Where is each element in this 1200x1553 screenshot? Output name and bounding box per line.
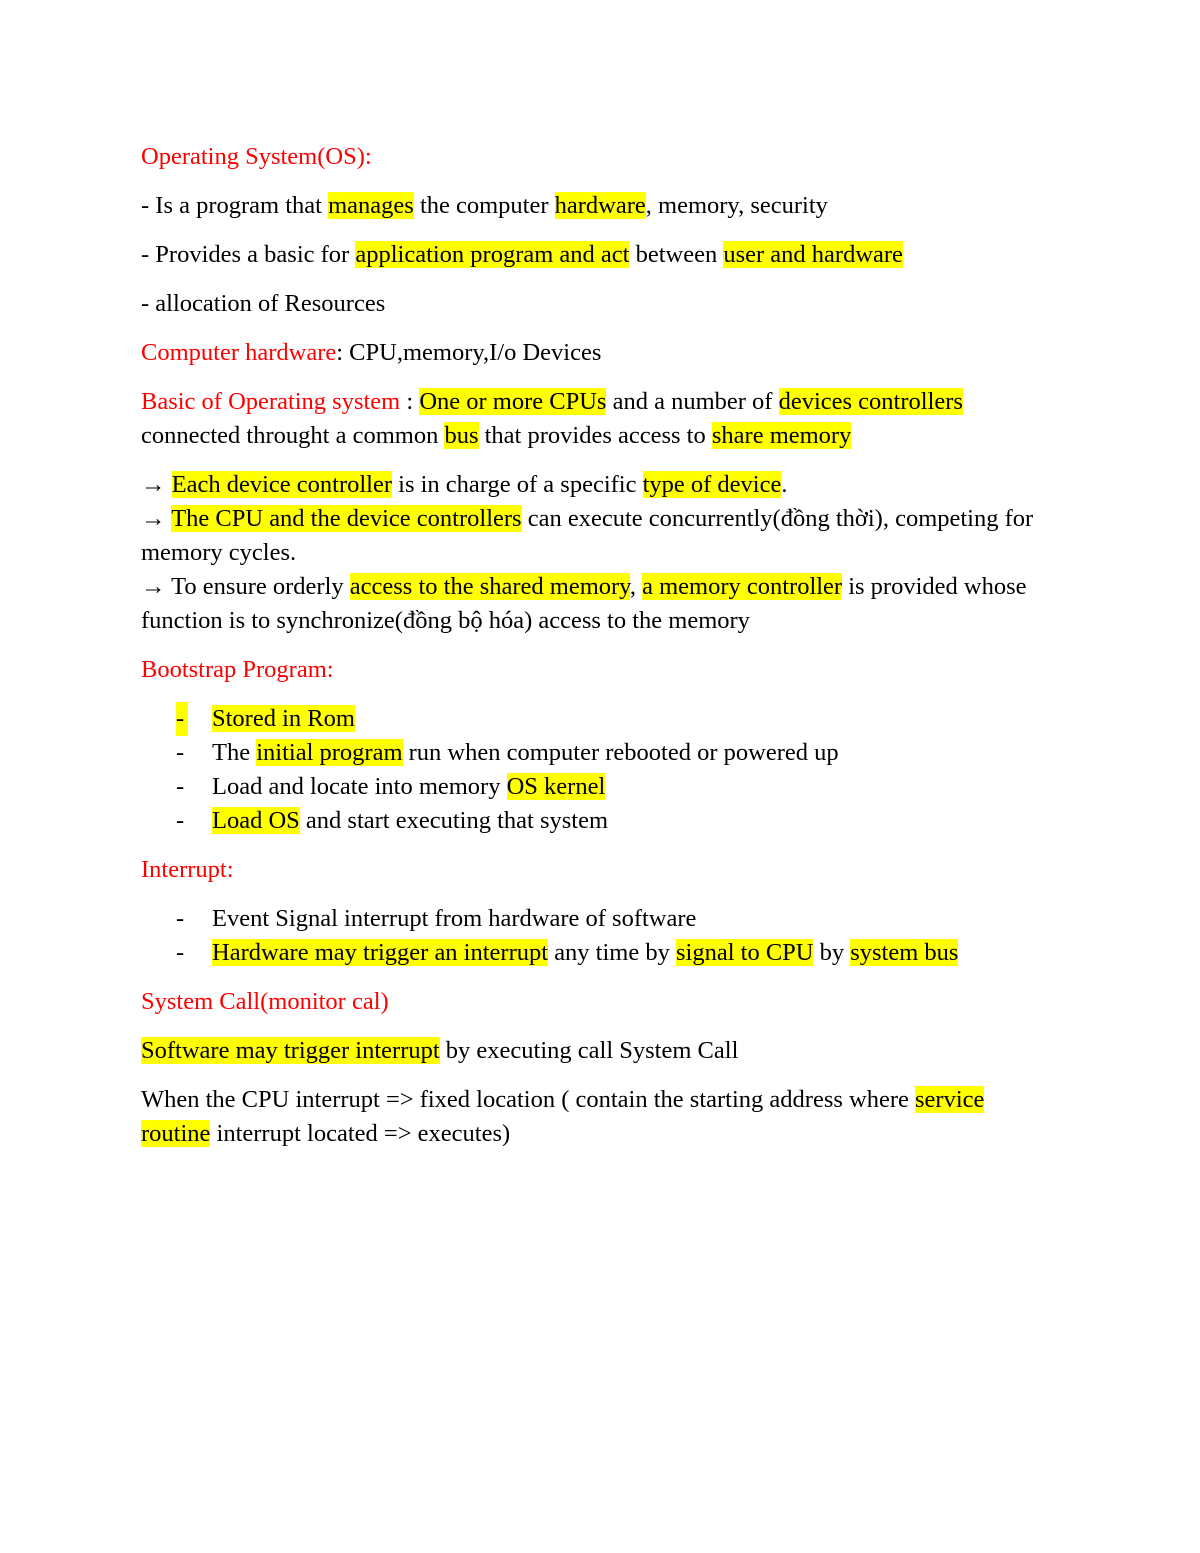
highlight-service-routine: service routine: [141, 1086, 985, 1147]
os-heading: Operating System(OS):: [141, 143, 372, 170]
list-item: [141, 936, 1050, 970]
text-run: Load and locate into memory: [212, 773, 507, 800]
text-run: → To ensure orderly: [141, 573, 350, 600]
highlight-memory-controller: a memory controller: [642, 573, 843, 600]
text-run: - Provides a basic for: [141, 241, 356, 268]
highlight-share-memory: share memory: [711, 422, 852, 449]
hardware-line: [141, 336, 1050, 370]
text-run: : CPU,memory,I/o Devices: [336, 339, 602, 366]
bootstrap-heading: Bootstrap Program:: [141, 656, 334, 683]
highlight-hardware-trigger: Hardware may trigger an interrupt: [212, 939, 549, 966]
highlight-bus: bus: [444, 422, 479, 449]
text-run: can execute concurrently(đồng thời), competing for memory cycles.: [141, 505, 1034, 566]
text-run: and a number of: [606, 388, 779, 415]
list-item: [141, 804, 1050, 838]
cpu-interrupt-paragraph: [141, 1083, 1050, 1151]
bullet-dash: -: [176, 773, 185, 800]
text-run: ,: [629, 573, 643, 600]
text-run: connected throught a common: [141, 422, 445, 449]
text-run: by executing call System Call: [439, 1037, 739, 1064]
highlight-cpus: One or more CPUs: [419, 388, 607, 415]
text-run: - Is a program that: [141, 192, 329, 219]
list-item: [141, 702, 1050, 736]
highlight-cpu-device-controllers: The CPU and the device controllers: [171, 505, 522, 532]
text-run: .: [781, 471, 788, 498]
arrow-line-concurrent: [141, 502, 1050, 570]
text-run: any time by: [548, 939, 676, 966]
highlight-signal-to-cpu: signal to CPU: [675, 939, 814, 966]
text-run: :: [400, 388, 420, 415]
hardware-heading: Computer hardware: [141, 339, 337, 366]
interrupt-heading: Interrupt:: [141, 856, 234, 883]
arrow-icon: →: [141, 471, 172, 498]
text-run: Event Signal interrupt from hardware of software: [212, 905, 697, 932]
bullet-dash: -: [176, 905, 185, 932]
highlight-system-bus: system bus: [850, 939, 959, 966]
text-run: interrupt located => executes): [210, 1120, 511, 1147]
bullet-dash: -: [176, 739, 185, 766]
syscall-heading: System Call(monitor cal): [141, 988, 389, 1015]
list-item: [141, 736, 1050, 770]
text-run: run when computer rebooted or powered up: [402, 739, 839, 766]
arrow-block: [141, 468, 1050, 638]
highlight-os-kernel: OS kernel: [506, 773, 606, 800]
highlight-software-trigger: Software may trigger interrupt: [141, 1037, 440, 1064]
text-run: is provided whose function is to synchronize(đồng bộ hóa) access to the memory: [141, 573, 1027, 634]
basic-os-heading: Basic of Operating system: [141, 388, 401, 415]
interrupt-list: [141, 902, 1050, 970]
text-run: the computer: [413, 192, 555, 219]
text-run: is in charge of a specific: [392, 471, 643, 498]
highlight-user-hardware: user and hardware: [723, 241, 903, 268]
text-run: between: [629, 241, 724, 268]
text-run: When the CPU interrupt => fixed location ( contain the starting address where: [141, 1086, 915, 1113]
highlight-hardware: hardware: [554, 192, 646, 219]
arrow-icon: →: [141, 505, 172, 532]
os-definition-line: [141, 189, 1050, 223]
highlight-manages: manages: [328, 192, 414, 219]
basic-os-paragraph: [141, 385, 1050, 453]
bullet-dash: -: [176, 807, 185, 834]
text-run: that provides access to: [478, 422, 712, 449]
list-item: [141, 770, 1050, 804]
text-run: by: [813, 939, 851, 966]
bullet-dash: -: [176, 939, 185, 966]
text-run: The: [212, 739, 257, 766]
highlight-application-program: application program and act: [355, 241, 630, 268]
text-run: , memory, security: [645, 192, 828, 219]
os-allocation-line: - allocation of Resources: [141, 290, 386, 317]
highlight-each-device-controller: Each device controller: [171, 471, 393, 498]
syscall-line: [141, 1034, 1050, 1068]
highlight-type-of-device: type of device: [642, 471, 782, 498]
highlight-load-os: Load OS: [212, 807, 300, 834]
text-run: and start executing that system: [299, 807, 609, 834]
bullet-dash: -: [176, 702, 188, 736]
arrow-line-memory-controller: [141, 570, 1050, 638]
highlight-initial-program: initial program: [256, 739, 403, 766]
list-item: [141, 902, 1050, 936]
bootstrap-list: [141, 702, 1050, 838]
arrow-line-controller: [141, 468, 1050, 502]
highlight-devices-controllers: devices controllers: [778, 388, 963, 415]
highlight-access-shared-memory: access to the shared memory: [349, 573, 630, 600]
os-provides-line: [141, 238, 1050, 272]
highlight-stored-in-rom: Stored in Rom: [212, 705, 355, 732]
